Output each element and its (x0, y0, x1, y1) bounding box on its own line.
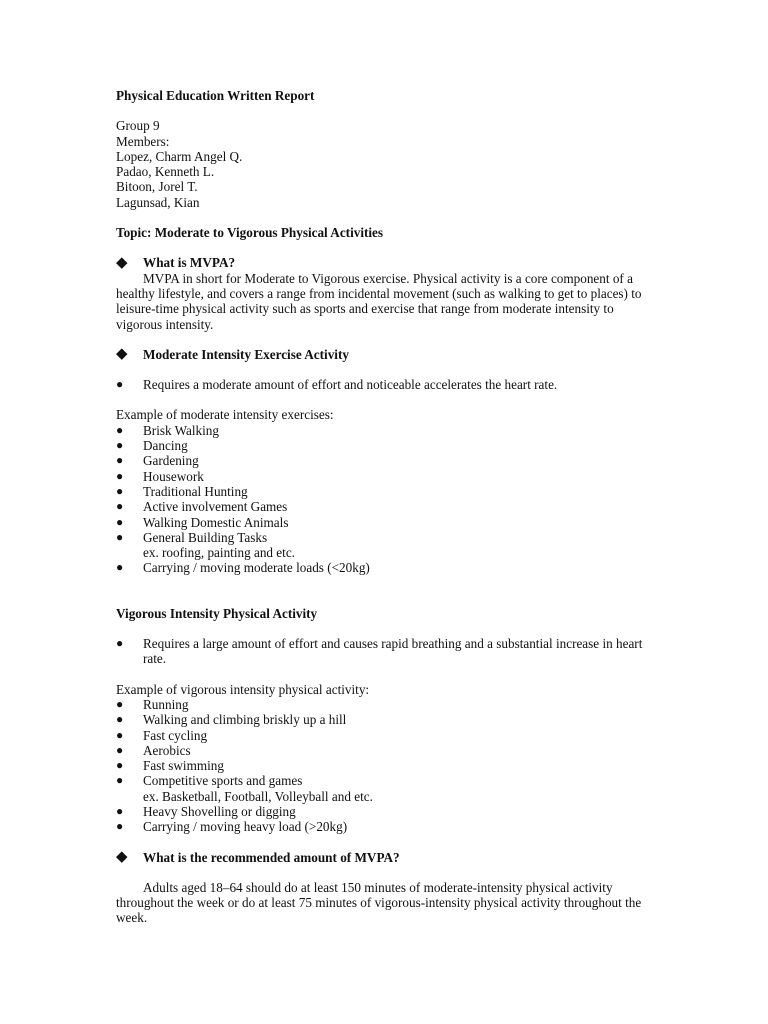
list-item (116, 743, 656, 758)
list-subitem (116, 545, 656, 560)
document-title: Physical Education Written Report (116, 88, 315, 103)
list-item (116, 453, 656, 468)
bullet-dot-icon: ● (116, 819, 124, 834)
list-item (116, 804, 656, 819)
list-item-text: Gardening (143, 453, 199, 469)
bullet-dot-icon: ● (116, 377, 124, 392)
bullet-dot-icon: ● (116, 742, 124, 757)
bullet-dot-icon: ● (116, 483, 124, 498)
bullet-dot-icon: ● (116, 773, 124, 788)
list-item-text: Carrying / moving heavy load (>20kg) (143, 819, 348, 835)
bullet-dot-icon: ● (116, 727, 124, 742)
list-item-text: Aerobics (143, 742, 191, 758)
members-label: Members: (116, 133, 170, 149)
list-item-text: Walking Domestic Animals (143, 514, 289, 530)
vigorous-examples-label: Example of vigorous intensity physical activity: (116, 681, 370, 697)
vigorous-heading: Vigorous Intensity Physical Activity (116, 605, 318, 621)
document-content (116, 88, 656, 926)
list-item-text: Competitive sports and games (143, 773, 303, 789)
bullet-dot-icon: ● (116, 712, 124, 727)
bullet-dot-icon: ● (116, 422, 124, 437)
list-item (116, 712, 656, 727)
list-item (116, 773, 656, 788)
mvpa-heading (116, 255, 656, 270)
list-item-text: Active involvement Games (143, 499, 288, 515)
list-item-text: Fast swimming (143, 758, 224, 774)
moderate-description: Requires a moderate amount of effort and noticeable accelerates the heart rate. (143, 377, 558, 393)
list-item-text: Running (143, 696, 189, 712)
bullet-dot-icon: ● (116, 560, 124, 575)
bullet-dot-icon: ● (116, 696, 124, 711)
moderate-description-list (116, 377, 656, 392)
vigorous-description-list (116, 636, 656, 667)
bullet-dot-icon: ● (116, 499, 124, 514)
diamond-bullet-icon: ◆ (116, 848, 128, 865)
topic-heading: Topic: Moderate to Vigorous Physical Activities (116, 225, 384, 241)
list-item (116, 484, 656, 499)
diamond-bullet-icon: ◆ (116, 346, 128, 362)
list-item-text: Carrying / moving moderate loads (<20kg) (143, 560, 370, 576)
bullet-dot-icon: ● (116, 636, 124, 651)
list-item-text: Fast cycling (143, 727, 208, 743)
list-item (116, 636, 656, 667)
list-item (116, 560, 656, 575)
diamond-bullet-icon: ◆ (116, 254, 128, 271)
group-name: Group 9 (116, 118, 160, 134)
bullet-dot-icon: ● (116, 803, 124, 818)
list-item (116, 499, 656, 514)
bullet-dot-icon: ● (116, 438, 124, 453)
bullet-dot-icon: ● (116, 758, 124, 773)
list-item-text: Walking and climbing briskly up a hill (143, 712, 347, 728)
bullet-dot-icon: ● (116, 514, 124, 529)
moderate-examples-label: Example of moderate intensity exercises: (116, 407, 334, 423)
list-item-text: Heavy Shovelling or digging (143, 803, 296, 819)
moderate-heading (116, 347, 656, 362)
recommended-heading-text: What is the recommended amount of MVPA? (143, 849, 400, 865)
list-item (116, 423, 656, 438)
list-item (116, 515, 656, 530)
group-info (116, 118, 656, 210)
vigorous-examples-list (116, 697, 656, 835)
list-item (116, 819, 656, 834)
member-name: Padao, Kenneth L. (116, 164, 215, 180)
list-item (116, 438, 656, 453)
list-subitem-text: ex. roofing, painting and etc. (143, 545, 295, 561)
list-item (116, 697, 656, 712)
list-item (116, 469, 656, 484)
list-item (116, 530, 656, 545)
list-item-text: Traditional Hunting (143, 483, 248, 499)
mvpa-heading-text: What is MVPA? (143, 255, 236, 271)
list-item-text: General Building Tasks (143, 529, 268, 545)
list-item (116, 377, 656, 392)
bullet-dot-icon: ● (116, 468, 124, 483)
member-name: Lagunsad, Kian (116, 194, 200, 210)
list-item-text: Dancing (143, 438, 188, 454)
member-name: Bitoon, Jorel T. (116, 179, 198, 195)
list-item (116, 758, 656, 773)
list-item-text: Brisk Walking (143, 422, 219, 438)
recommended-heading (116, 850, 656, 865)
moderate-heading-text: Moderate Intensity Exercise Activity (143, 346, 349, 362)
bullet-dot-icon: ● (116, 529, 124, 544)
list-subitem-text: ex. Basketball, Football, Volleyball and etc. (143, 788, 373, 804)
list-item (116, 728, 656, 743)
vigorous-description: Requires a large amount of effort and causes rapid breathing and a substantial increase in heart rate. (143, 636, 643, 667)
bullet-dot-icon: ● (116, 453, 124, 468)
moderate-examples-list (116, 423, 656, 576)
member-name: Lopez, Charm Angel Q. (116, 148, 243, 164)
list-item-text: Housework (143, 468, 204, 484)
recommended-paragraph: Adults aged 18–64 should do at least 150 minutes of moderate-intensity physical activity throughout the week or do at least 75 minutes of vigorous-intensity physical activity throughout the week. (116, 879, 642, 926)
list-subitem (116, 789, 656, 804)
mvpa-paragraph: MVPA in short for Moderate to Vigorous exercise. Physical activity is a core component of a healthy lifestyle, and covers a range from incidental movement (such as walking to get to places) to leisure-time physical activity such as sports and exercise that range from moderate intensity to vigorous intensity. (116, 270, 642, 332)
